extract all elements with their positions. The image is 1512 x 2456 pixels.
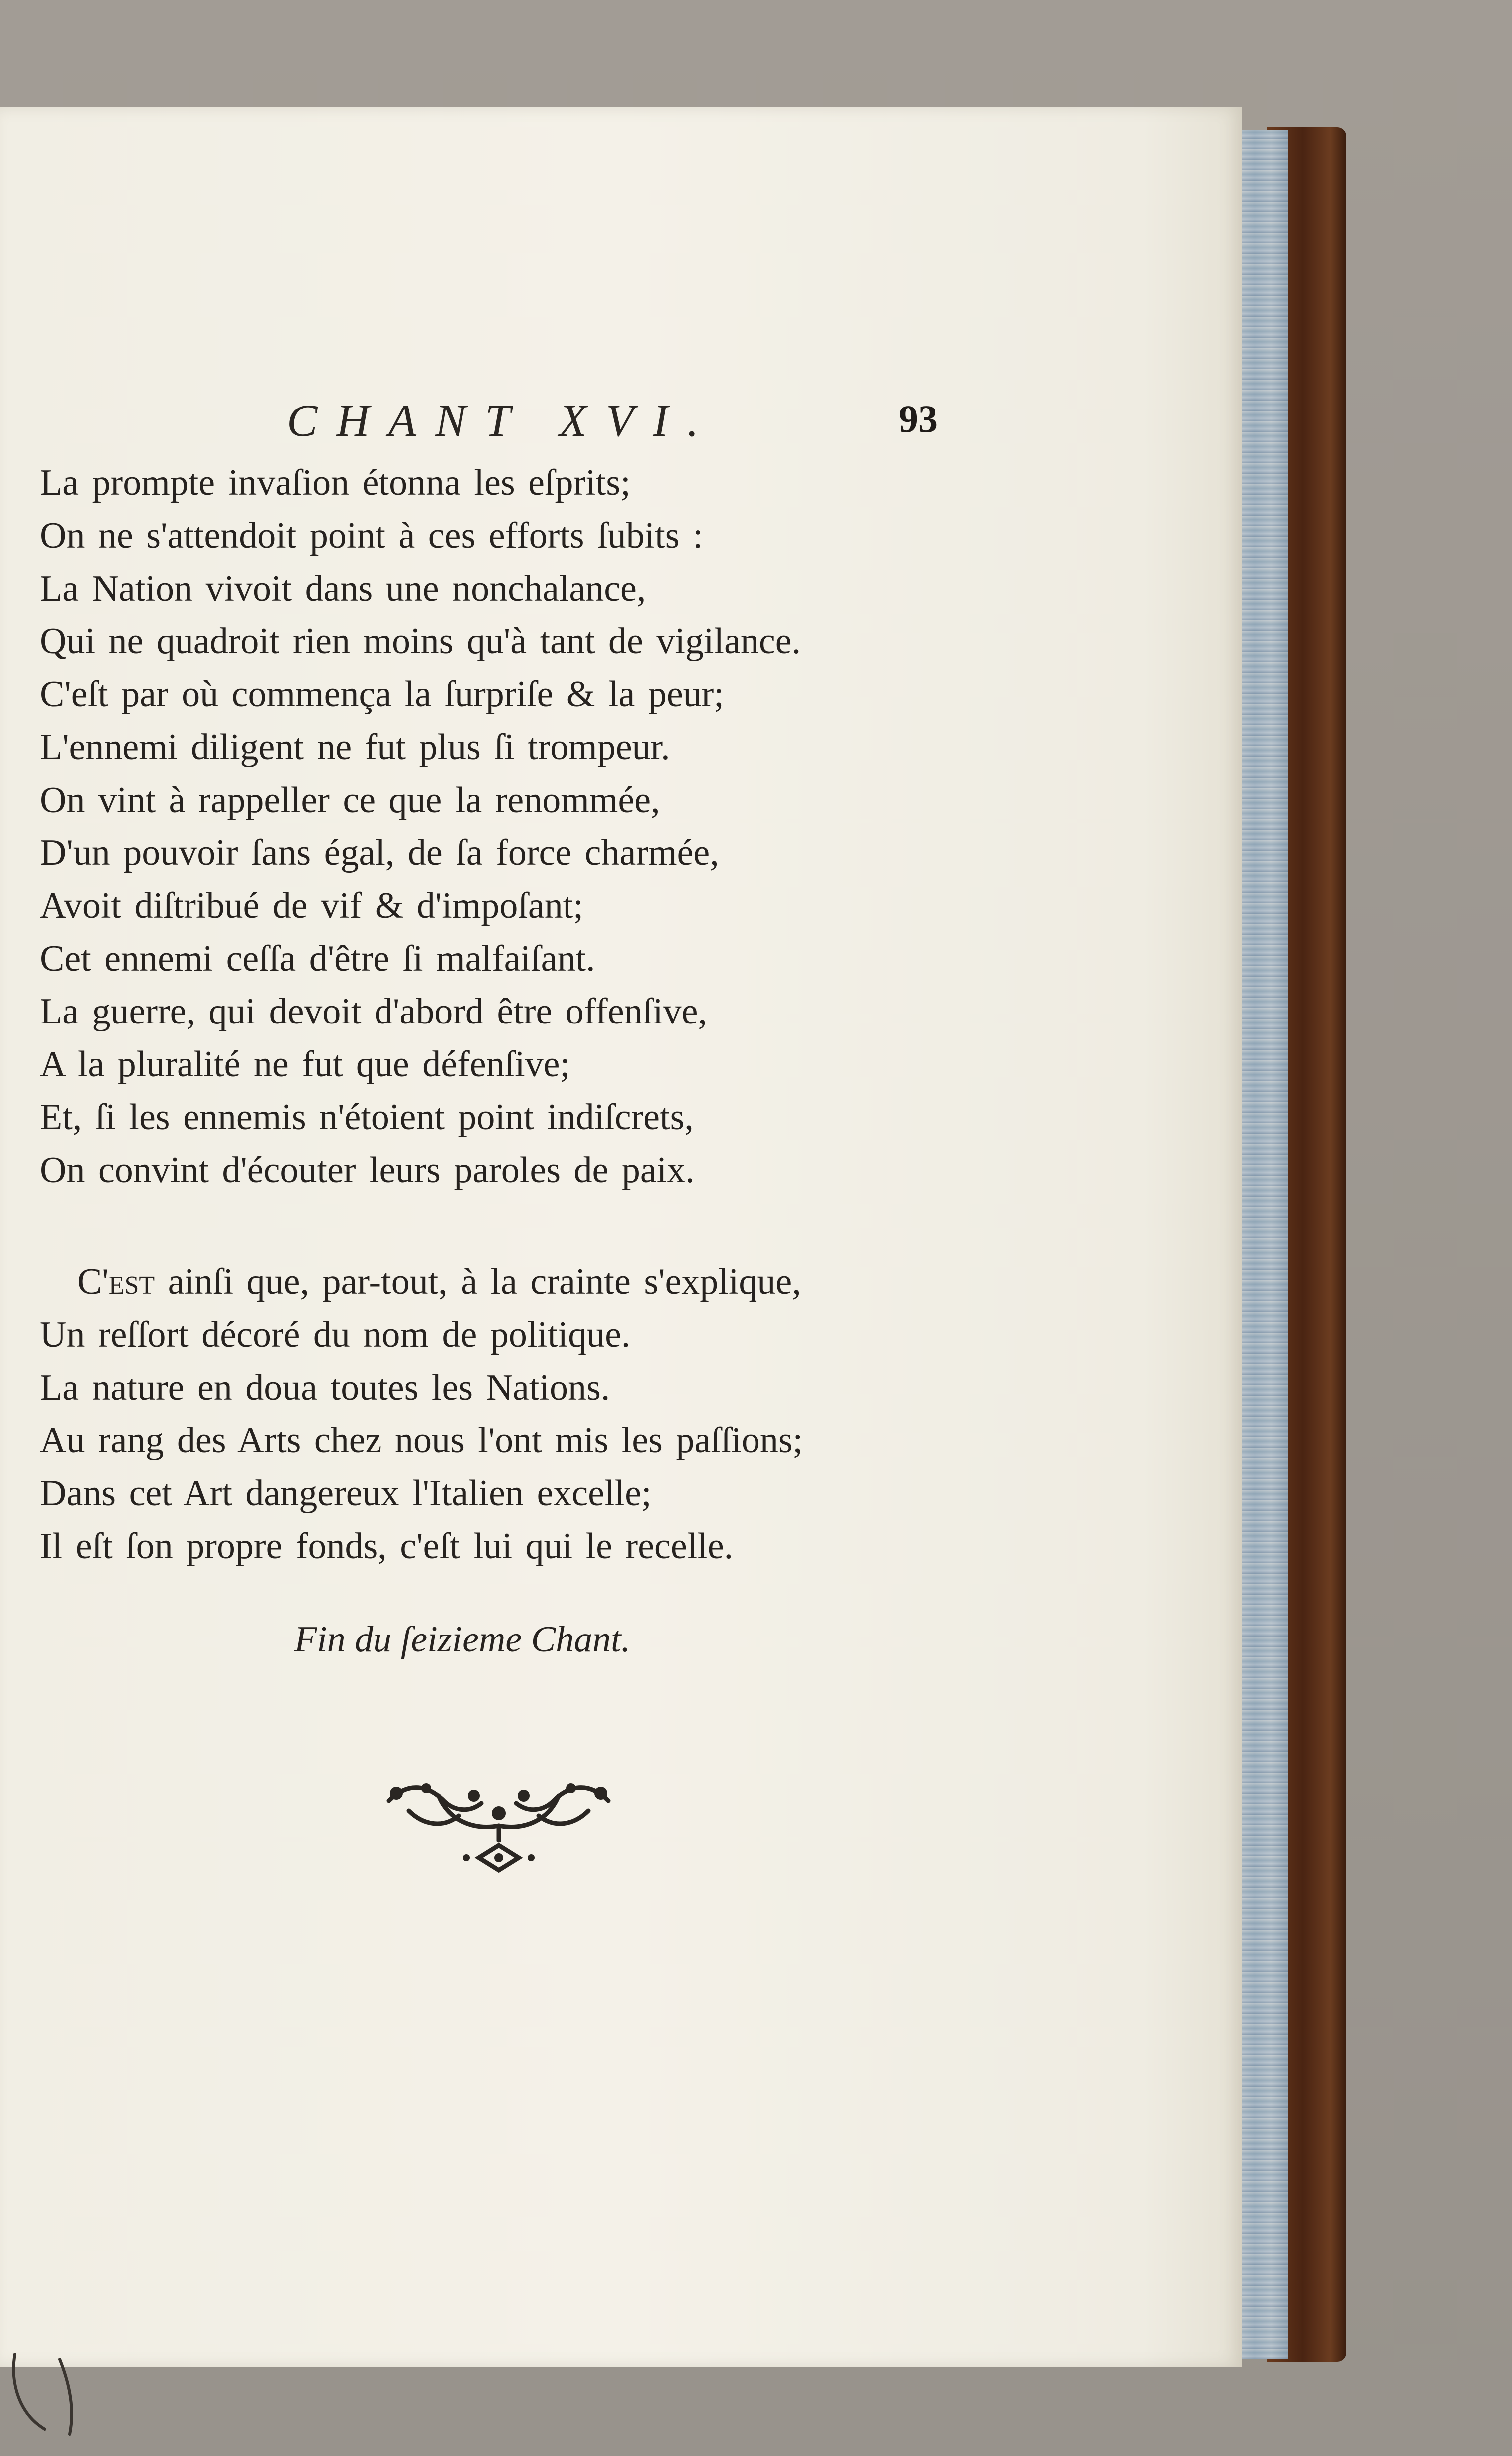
verse-line: Il eſt ſon propre fonds, c'eſt lui qui le recelle. — [40, 1526, 734, 1567]
verse-line: Et, ſi les ennemis n'étoient point indiſcrets, — [40, 1097, 694, 1138]
verse-line: Qui ne quadroit rien moins qu'à tant de vigilance. — [40, 621, 801, 662]
verse-line: Cet ennemi ceſſa d'être ſi malfaiſant. — [40, 938, 595, 979]
verse-line: La Nation vivoit dans une nonchalance, — [40, 568, 646, 609]
running-head: CHANT XVI. — [287, 395, 718, 446]
verse-line: On vint à rappeller ce que la renommée, — [40, 780, 660, 820]
book-page — [0, 107, 1242, 2367]
stanza-1 — [40, 456, 987, 1197]
verse-line: A la pluralité ne fut que défenſive; — [40, 1044, 570, 1085]
verse-line: Dans cet Art dangereux l'Italien excelle; — [40, 1473, 652, 1514]
verse-line: On convint d'écouter leurs paroles de paix. — [40, 1150, 695, 1191]
verse-line: L'ennemi diligent ne fut plus ſi trompeur. — [40, 727, 670, 768]
chant-explicit: Fin du ſeizieme Chant. — [294, 1619, 631, 1660]
stanza-2 — [40, 1255, 987, 1573]
verse-line-opening — [40, 1255, 987, 1308]
floral-vignette-icon — [379, 1766, 618, 1880]
verse-line: Un reſſort décoré du nom de politique. — [40, 1314, 631, 1355]
verse-line: Avoit diſtribué de vif & d'impoſant; — [40, 885, 583, 926]
verse-line: La nature en doua toutes les Nations. — [40, 1367, 610, 1408]
opening-line-rest: ainſi que, par-tout, à la crainte s'explique, — [155, 1261, 801, 1302]
opening-word: C'est — [77, 1261, 155, 1302]
verse-line: C'eſt par où commença la ſurpriſe & la peur; — [40, 674, 724, 715]
verse-line: Au rang des Arts chez nous l'ont mis les paſſions; — [40, 1420, 803, 1461]
margin-scribble-icon — [0, 2344, 130, 2444]
verse-line: La prompte invaſion étonna les eſprits; — [40, 462, 631, 503]
page-number: 93 — [899, 397, 938, 440]
verse-line: On ne s'attendoit point à ces efforts ſubits : — [40, 515, 703, 556]
verse-line: D'un pouvoir ſans égal, de ſa force charmée, — [40, 832, 719, 873]
verse-line: La guerre, qui devoit d'abord être offenſive, — [40, 991, 708, 1032]
